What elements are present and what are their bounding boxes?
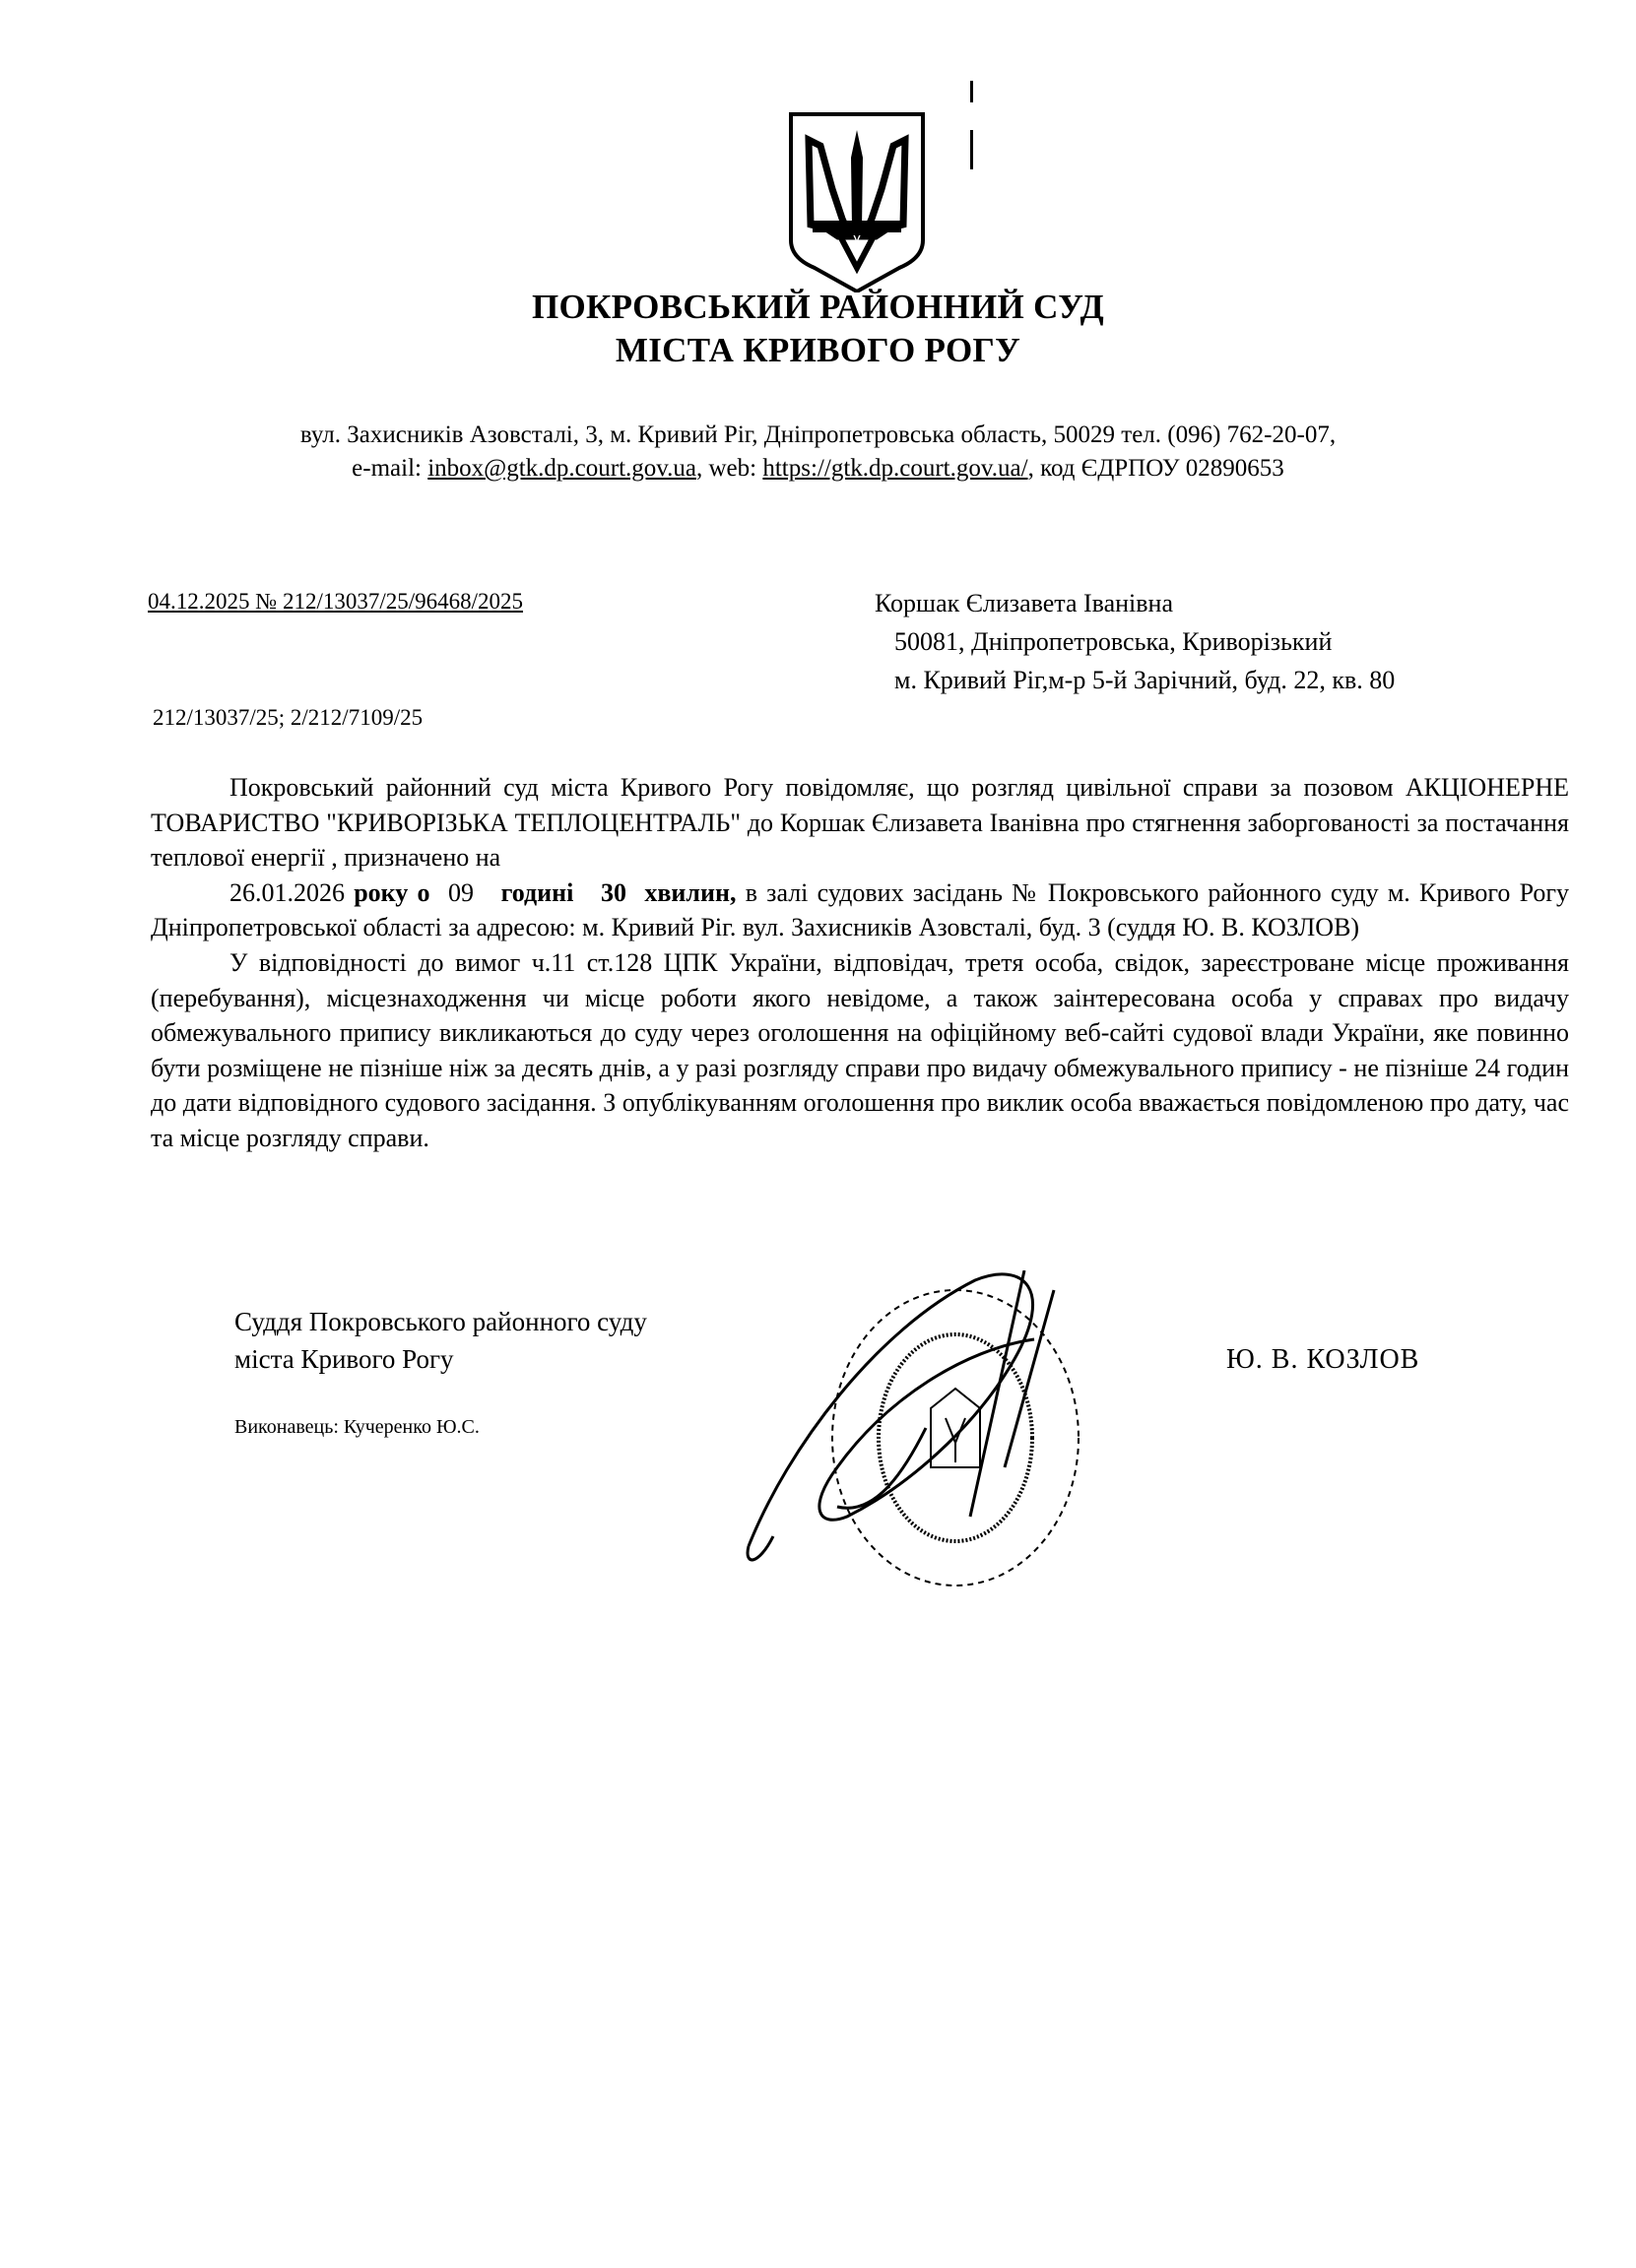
web-link[interactable]: https://gtk.dp.court.gov.ua/ — [762, 455, 1028, 482]
hearing-hour: 09 — [447, 877, 474, 907]
recipient-address-line1: 50081, Дніпропетровська, Криворізький — [894, 627, 1333, 656]
signatory-position-line1: Суддя Покровського районного суду — [234, 1307, 647, 1336]
paragraph-legal-basis: У відповідності до вимог ч.11 ст.128 ЦПК України, відповідач, третя особа, свідок, зареєстроване місце проживання (перебування), місцезнаходження чи місце роботи якого невідоме, а також заінтересована особа у справах про видачу обмежувального припису викликаються до суду через оголошення на офіційному веб-сайті судової влади України, яке повинно бути розміщене не пізніше ніж за десять днів, а у разі розгляду справи про видачу обмежувального припису - не пізніше 24 годин до дати відповідного судового засідання. З опублікуванням оголошення про виклик особа вважається повідомленою про дату, час та місце розгляду справи. — [151, 947, 1569, 1152]
court-title-line2: МІСТА КРИВОГО РОГУ — [615, 331, 1021, 369]
ukraine-trident-emblem-icon — [783, 110, 931, 292]
signatory-position-line2: міста Кривого Рогу — [234, 1344, 454, 1374]
scan-artifact-marks — [970, 81, 974, 169]
paragraph-summons: Покровський районний суд міста Кривого Рогу повідомляє, що розгляд цивільної справи за позовом АКЦІОНЕРНЕ ТОВАРИСТВО "КРИВОРІЗЬКА ТЕПЛОЦЕНТРАЛЬ" до Коршак Єлизавета Іванівна про стягнення заборгованості за постачання теплової енергії , призначено на — [151, 773, 1569, 873]
handwritten-signature-icon — [729, 1270, 1143, 1605]
court-contacts: e-mail: inbox@gtk.dp.court.gov.ua, web: https://gtk.dp.court.gov.ua/, код ЄДРПОУ 02890653 — [352, 455, 1284, 482]
web-label: web: — [708, 455, 763, 482]
court-title-line1: ПОКРОВСЬКИЙ РАЙОННИЙ СУД — [531, 288, 1105, 326]
judge-name: Ю. В. КОЗЛОВ — [1226, 1344, 1420, 1375]
paragraph-hearing-time: 26.01.2026 року о 09 годині 30 хвилин, в залі судових засідань № Покровського районного суду м. Кривого Рогу Дніпропетровської області за адресою: м. Кривий Ріг. вул. Захисників Азовсталі, буд. 3 (суддя Ю. В. КОЗЛОВ) — [151, 877, 1570, 942]
case-numbers: 212/13037/25; 2/212/7109/25 — [153, 705, 424, 730]
recipient-name: Коршак Єлизавета Іванівна — [875, 589, 1173, 617]
hearing-minute: 30 — [600, 877, 626, 907]
outgoing-reference: 04.12.2025 № 212/13037/25/96468/2025 — [148, 589, 524, 614]
recipient-address-line2: м. Кривий Ріг,м-р 5-й Зарічний, буд. 22, кв. 80 — [894, 666, 1396, 694]
email-link[interactable]: inbox@gtk.dp.court.gov.ua — [427, 455, 696, 482]
court-address: вул. Захисників Азовсталі, 3, м. Кривий Ріг, Дніпропетровська область, 50029 тел. (096) 762-20-07, — [299, 421, 1337, 448]
email-label: e-mail: — [352, 455, 428, 482]
executor: Виконавець: Кучеренко Ю.С. — [234, 1416, 480, 1438]
edrpou-code: , код ЄДРПОУ 02890653 — [1027, 455, 1284, 482]
notice-body — [151, 770, 1569, 1156]
hearing-date: 26.01.2026 — [229, 877, 345, 907]
